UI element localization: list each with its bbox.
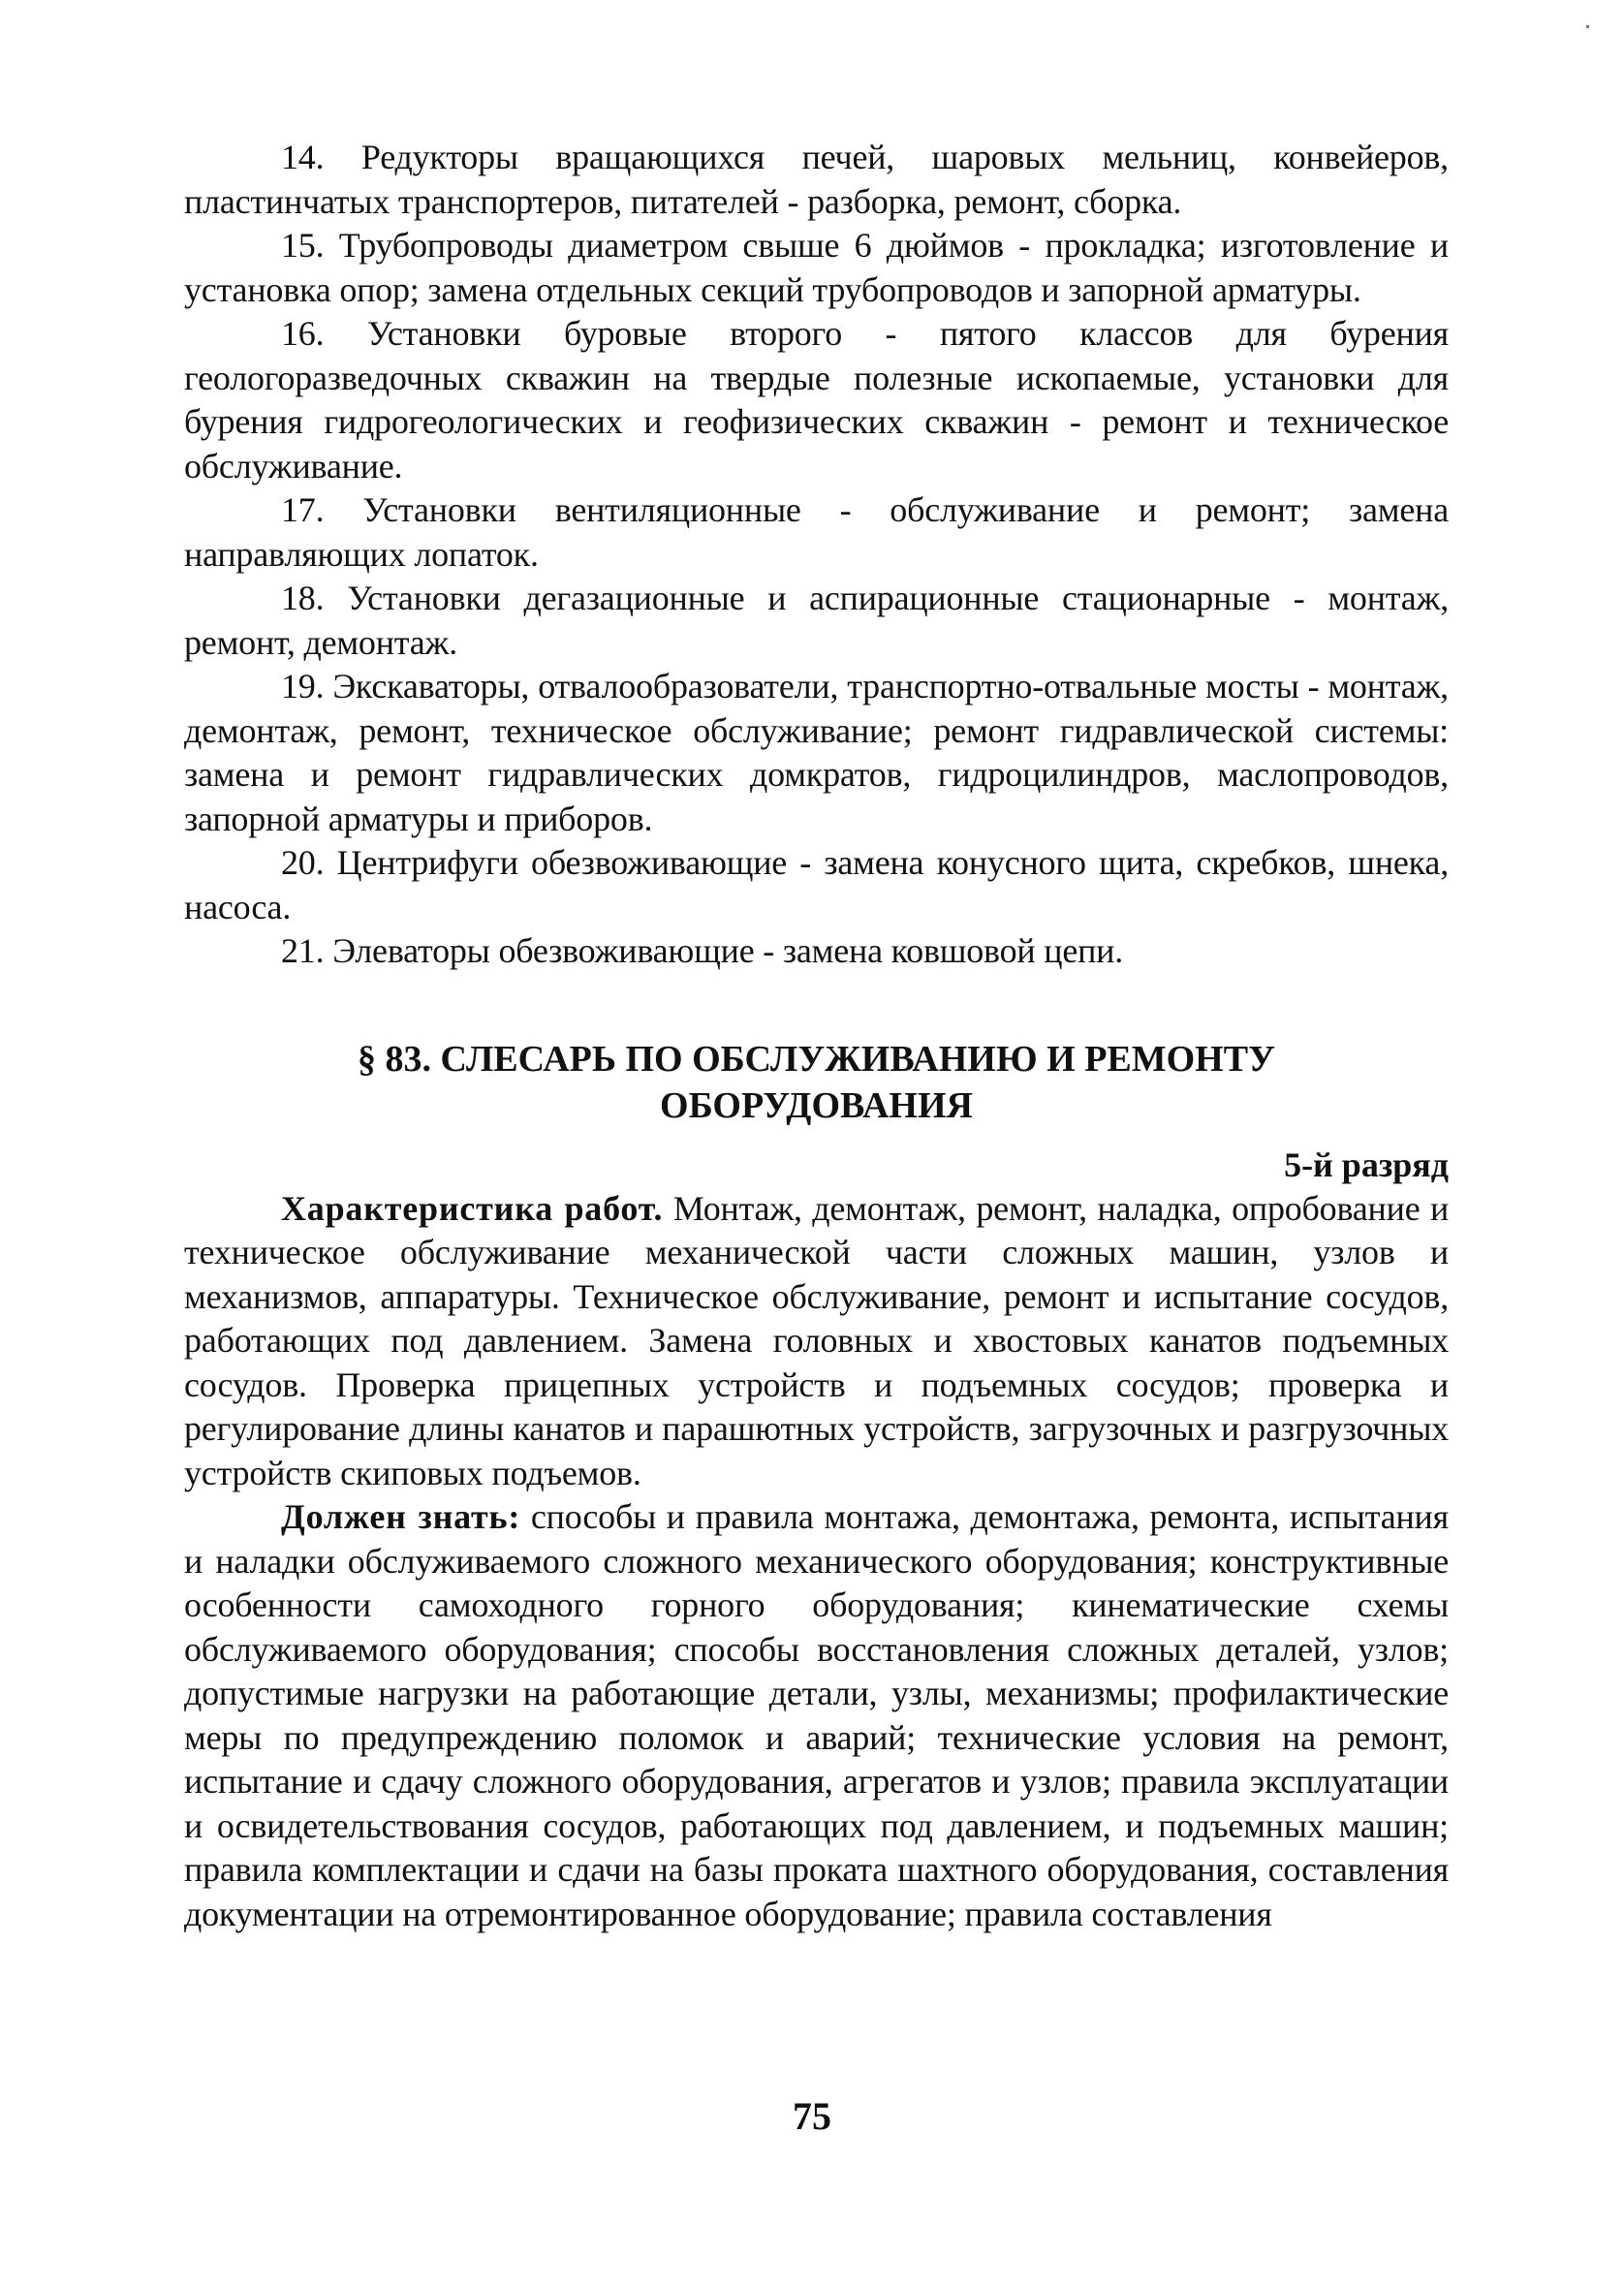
list-item-16: 16. Установки буровые второго - пятого классов для бурения геологоразведочных скважин на твердые полезные ископаемые, установки для бурения гидрогеологических и геофизических скважин - ремонт и техническое обслуживание. [184, 314, 1449, 486]
list-item-18: 18. Установки дегазационные и аспирационные стационарные - монтаж, ремонт, демонтаж. [184, 579, 1449, 662]
work-characteristics-label: Характеристика работ. [281, 1188, 664, 1228]
section-title-line1: § 83. СЛЕСАРЬ ПО ОБСЛУЖИВАНИЮ И РЕМОНТУ [358, 1038, 1275, 1080]
must-know-label: Должен знать: [281, 1497, 521, 1536]
grade-label: 5-й разряд [1284, 1144, 1449, 1184]
must-know-paragraph [184, 1495, 1449, 1936]
list-item-17: 17. Установки вентиляционные - обслуживание и ремонт; замена направляющих лопаток. [184, 490, 1449, 574]
list-item-19: 19. Экскаваторы, отвалообразователи, транспортно-отвальные мосты - монтаж, демонтаж, ремонт, техническое обслуживание; ремонт гидравлической системы: замена и ремонт гидравлических домкратов, гидроцилиндров, маслопроводов, запорной арматуры и приборов. [184, 667, 1449, 838]
section-title-line2: ОБОРУДОВАНИЯ [660, 1084, 973, 1126]
scan-dot [1586, 25, 1589, 28]
must-know-text: способы и правила монтажа, демонтажа, ремонта, испытания и наладки обслуживаемого сложного механического оборудования; конструктивные особенности самоходного горного оборудования; кинематические схемы обслуживаемого оборудования; способы восстановления сложных деталей, узлов; допустимые нагрузки на работающие детали, узлы, механизмы; профилактические меры по предупреждению поломок и аварий; технические условия на ремонт, испытание и сдачу сложного оборудования, агрегатов и узлов; правила эксплуатации и освидетельствования сосудов, работающих под давлением, и подъемных машин; правила комплектации и сдачи на базы проката шахтного оборудования, составления документации на отремонтированное оборудование; правила составления [184, 1497, 1449, 1933]
list-item-15: 15. Трубопроводы диаметром свыше 6 дюймов - прокладка; изготовление и установка опор; замена отдельных секций трубопроводов и запорной арматуры. [184, 226, 1449, 309]
list-item-14: 14. Редукторы вращающихся печей, шаровых мельниц, конвейеров, пластинчатых транспортеров, питателей - разборка, ремонт, сборка. [184, 138, 1449, 221]
list-item-21: 21. Элеваторы обезвоживающие - замена ковшовой цепи. [281, 931, 1124, 970]
document-page [184, 136, 1449, 1936]
section-heading [184, 1036, 1449, 1129]
work-characteristics-text: Монтаж, демонтаж, ремонт, наладка, опробование и техническое обслуживание механической части сложных машин, узлов и механизмов, аппаратуры. Техническое обслуживание, ремонт и испытание сосудов, работающих под давлением. Замена головных и хвостовых канатов подъемных сосудов. Проверка прицепных устройств и подъемных сосудов; проверка и регулирование длины канатов и парашютных устройств, загрузочных и разгрузочных устройств скиповых подъемов. [184, 1188, 1450, 1492]
work-characteristics-paragraph [184, 1187, 1449, 1496]
page-number: 75 [793, 2094, 831, 2138]
list-item-20: 20. Центрифуги обезвоживающие - замена конусного щита, скребков, шнека, насоса. [184, 843, 1449, 926]
